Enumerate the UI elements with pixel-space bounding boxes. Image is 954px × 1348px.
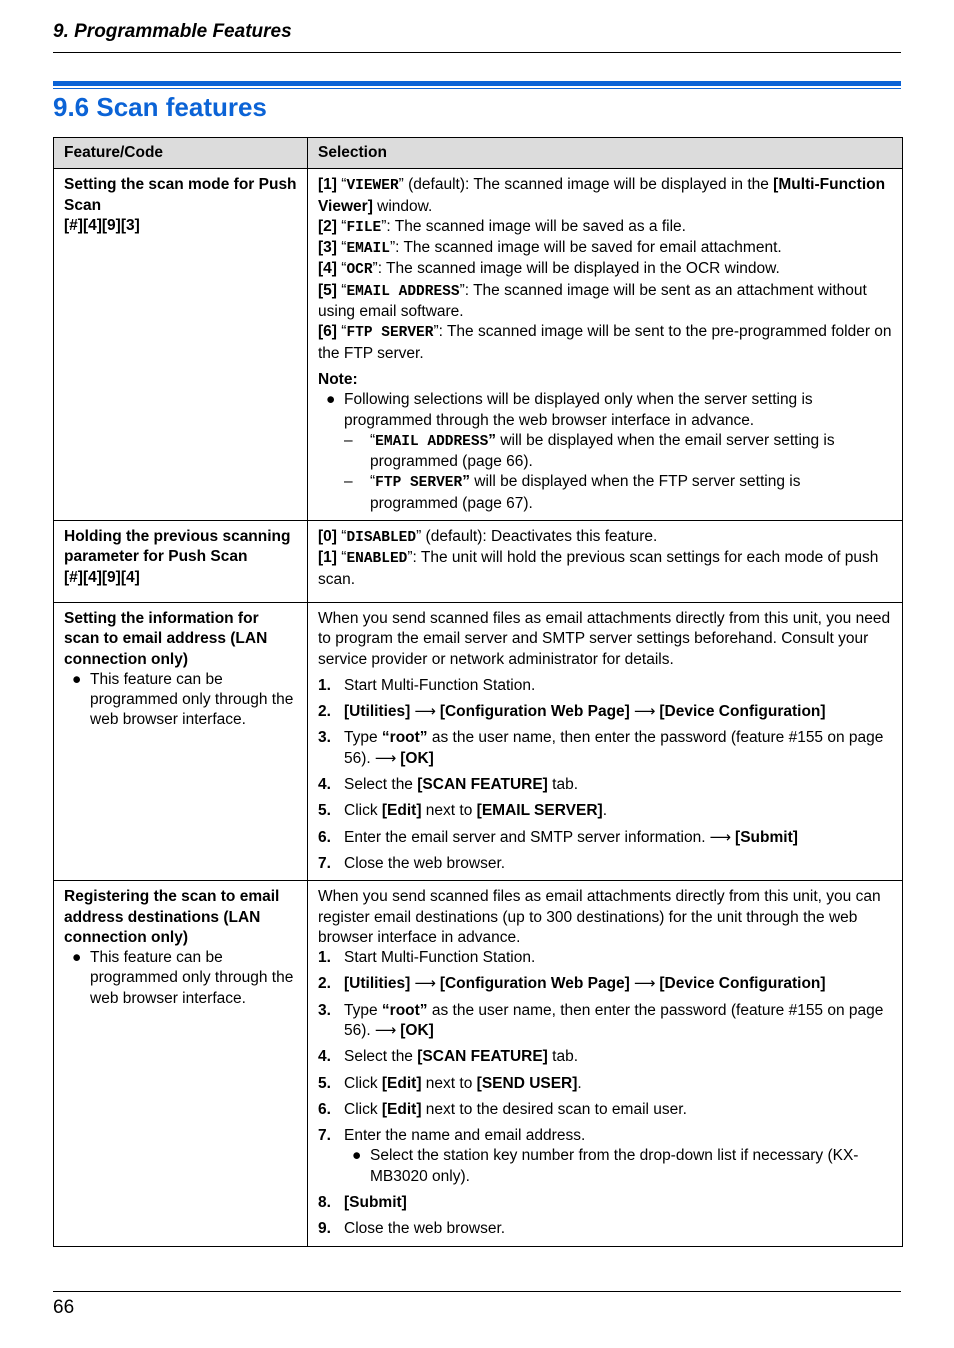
dash-icon: –	[344, 431, 353, 449]
footer-divider	[53, 1291, 901, 1292]
note-dash-item: – “EMAIL ADDRESS” will be displayed when the email server setting is programmed (page 66).	[318, 431, 892, 473]
step-item: 8. [Submit]	[318, 1194, 407, 1212]
header-divider	[53, 52, 901, 53]
arrow-right-icon: ⟶	[633, 703, 656, 721]
page-number: 66	[53, 1297, 75, 1318]
option-item: [4] “OCR”: The scanned image will be displayed in the OCR window.	[318, 260, 780, 279]
bullet-icon: ●	[352, 1147, 362, 1165]
intro-text: When you send scanned files as email attachments directly from this unit, you can register email destinations (up to 300 destinations) for the unit through the web browser interface in advance.	[318, 888, 881, 946]
selection-cell	[308, 169, 903, 521]
step-item: 3. Type “root” as the user name, then enter the password (feature #155 on page 56). ⟶ [OK]	[318, 729, 884, 767]
step-item: 6. Enter the email server and SMTP server information. ⟶ [Submit]	[318, 828, 798, 846]
option-item: [6] “FTP SERVER”: The scanned image will be sent to the pre-programmed folder on the FTP server.	[318, 323, 892, 362]
feature-cell	[54, 602, 308, 880]
feature-bullet: ● This feature can be programmed only through the web browser interface.	[64, 670, 297, 731]
section-bar-thin	[53, 88, 901, 89]
step-item: 5. Click [Edit] next to [SEND USER].	[318, 1074, 582, 1092]
option-item: [1] “VIEWER” (default): The scanned image will be displayed in the [Multi-Function Viewer] window.	[318, 176, 886, 215]
note-dash-item: – “FTP SERVER” will be displayed when the FTP server setting is programmed (page 67).	[318, 472, 892, 514]
step-item: 2. [Utilities] ⟶ [Configuration Web Page] ⟶ [Device Configuration]	[318, 703, 826, 721]
step-item: 4. Select the [SCAN FEATURE] tab.	[318, 1048, 579, 1066]
bullet-icon: ●	[72, 670, 82, 688]
note-bullet: ● Following selections will be displayed only when the server setting is programmed through the web browser interface in advance.	[318, 390, 892, 431]
feature-cell	[54, 521, 308, 603]
table-header-row	[54, 138, 903, 169]
column-header-feature: Feature/Code	[54, 138, 308, 169]
feature-cell	[54, 169, 308, 521]
feature-code: [#][4][9][4]	[64, 568, 140, 586]
step-item: 4. Select the [SCAN FEATURE] tab.	[318, 776, 579, 794]
step-item: 5. Click [Edit] next to [EMAIL SERVER].	[318, 802, 607, 820]
table-row	[54, 169, 903, 521]
option-item: [1] “ENABLED”: The unit will hold the previous scan settings for each mode of push scan.	[318, 549, 879, 588]
arrow-right-icon: ⟶	[414, 975, 436, 993]
feature-name: Setting the scan mode for Push Scan	[64, 176, 297, 214]
feature-code: [#][4][9][3]	[64, 216, 140, 234]
option-item: [0] “DISABLED” (default): Deactivates this feature.	[318, 528, 658, 547]
step-item: 1. Start Multi-Function Station.	[318, 949, 536, 967]
table-row	[54, 602, 903, 880]
arrow-right-icon: ⟶	[709, 828, 732, 846]
step-item: 7. Enter the name and email address. ● Select the station key number from the drop-down list if necessary (KX-MB3020 only).	[318, 1126, 892, 1187]
feature-bullet: ● This feature can be programmed only through the web browser interface.	[64, 948, 297, 1009]
step-sub-bullet: ● Select the station key number from the drop-down list if necessary (KX-MB3020 only).	[344, 1146, 892, 1187]
section-bar	[53, 81, 901, 86]
step-item: 3. Type “root” as the user name, then enter the password (feature #155 on page 56). ⟶ [OK]	[318, 1001, 884, 1039]
table-row	[54, 881, 903, 1246]
feature-name: Holding the previous scanning parameter for Push Scan	[64, 528, 291, 566]
intro-text: When you send scanned files as email attachments directly from this unit, you need to program the email server and SMTP server settings beforehand. Consult your service provider or network administrator for details.	[318, 609, 891, 668]
bullet-icon: ●	[72, 949, 82, 967]
step-item: 1. Start Multi-Function Station.	[318, 676, 536, 694]
table-row	[54, 521, 903, 603]
arrow-right-icon: ⟶	[374, 749, 397, 767]
scan-features-table	[53, 137, 903, 1247]
section-title: 9.6 Scan features	[53, 92, 267, 122]
option-item: [2] “FILE”: The scanned image will be saved as a file.	[318, 217, 686, 236]
selection-cell	[308, 602, 903, 880]
bullet-icon: ●	[326, 391, 336, 409]
running-header: 9. Programmable Features	[53, 21, 292, 42]
feature-name: Setting the information for scan to email address (LAN connection only)	[64, 609, 268, 668]
step-item: 9. Close the web browser.	[318, 1220, 506, 1238]
step-item: 2. [Utilities] ⟶ [Configuration Web Page] ⟶ [Device Configuration]	[318, 975, 826, 993]
selection-cell	[308, 881, 903, 1246]
step-item: 7. Close the web browser.	[318, 854, 506, 872]
feature-cell	[54, 881, 308, 1246]
dash-icon: –	[344, 473, 353, 491]
option-item: [3] “EMAIL”: The scanned image will be saved for email attachment.	[318, 239, 782, 258]
arrow-right-icon: ⟶	[414, 703, 436, 721]
note-label: Note:	[318, 370, 358, 388]
arrow-right-icon: ⟶	[374, 1021, 397, 1039]
step-item: 6. Click [Edit] next to the desired scan to email user.	[318, 1100, 687, 1118]
feature-name: Registering the scan to email address destinations (LAN connection only)	[64, 888, 280, 946]
option-item: [5] “EMAIL ADDRESS”: The scanned image will be sent as an attachment without using email software.	[318, 281, 867, 321]
arrow-right-icon: ⟶	[633, 975, 656, 993]
selection-cell	[308, 521, 903, 603]
column-header-selection: Selection	[308, 138, 903, 169]
